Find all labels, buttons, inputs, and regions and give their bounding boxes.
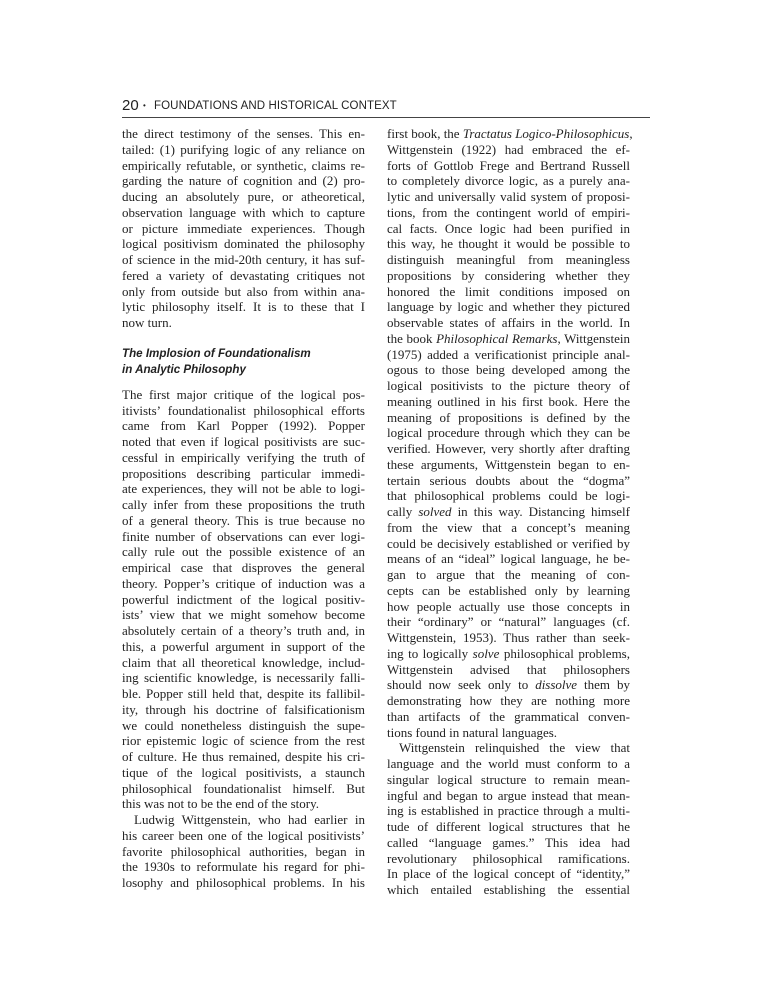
text-line: cally rule out the possible existence of an	[122, 544, 365, 560]
text-line: demonstrating how they are nothing more	[387, 693, 630, 708]
text-line: singular logical structure to remain mean-	[387, 771, 630, 787]
book-title: Philosophical Remarks	[436, 330, 558, 346]
text-line: ity, through his doctrine of falsificationism	[122, 701, 365, 717]
book-title: Tractatus Logico-Philosophicus	[462, 126, 630, 141]
text-line: cal facts. Once logic had been purified in	[387, 220, 630, 236]
text-line: cessful in empirically verifying the truth of	[122, 449, 365, 465]
text-line: empirically refutable, or synthetic, claims re-	[122, 157, 365, 173]
paragraph-2	[122, 387, 365, 812]
text-line: of culture. He thus remained, despite his cri-	[122, 749, 365, 764]
heading-line: in Analytic Philosophy	[122, 362, 246, 376]
text-line	[387, 504, 630, 520]
text-line: Wittgenstein, 1953). Thus rather than seek-	[387, 630, 630, 645]
text-line: revolutionary philosophical ramifications.	[387, 850, 630, 866]
paragraph-3	[122, 812, 365, 891]
text-line: distinguish meaningful from meaningless	[387, 252, 630, 267]
right-column	[387, 126, 633, 898]
text-line: observation language with which to capture	[122, 204, 365, 220]
text-segment: the book	[387, 330, 437, 346]
text-line: their “ordinary” or “natural” languages (cf.	[387, 614, 630, 630]
paragraph-1	[122, 126, 365, 331]
text-line	[387, 126, 633, 142]
text-line: we could nonetheless distinguish the supe-	[122, 717, 365, 733]
text-segment: in this way. Distancing himself	[451, 504, 631, 519]
text-line: In place of the logical concept of “identity,”	[387, 866, 630, 882]
text-line: observable states of affairs in the world. In	[387, 315, 630, 330]
text-line: ogous to those being developed among the	[387, 362, 630, 378]
text-line: tude of different logical structures that he	[387, 819, 630, 834]
text-line: how people actually use those concepts in	[387, 598, 630, 614]
text-line: from the view that a concept’s meaning	[387, 519, 630, 535]
text-line: tertain serious doubts about the “dogma”	[387, 472, 630, 488]
text-line: philosophical foundationalist himself. But	[122, 780, 365, 796]
text-line: (1975) added a verificationist principle anal-	[387, 346, 630, 362]
text-line: itivists’ foundationalist philosophical efforts	[122, 402, 365, 418]
text-line: garding the nature of cognition and (2) pro-	[122, 173, 365, 189]
text-line: Wittgenstein advised that philosophers	[387, 661, 630, 677]
text-line: this way, he thought it would be possible to	[387, 236, 630, 252]
text-line: ble. Popper still held that, despite its fallibil-	[122, 686, 365, 701]
text-line: lytic philosophy itself. It is to these that I	[122, 299, 365, 315]
text-segment: , Wittgenstein	[557, 330, 630, 346]
text-line	[387, 646, 630, 662]
text-line: noted that even if logical positivists are suc-	[122, 434, 365, 449]
paragraph-4	[387, 126, 633, 740]
text-line: claim that all theoretical knowledge, includ-	[122, 654, 365, 670]
text-line: losophy and philosophical problems. In his	[122, 875, 365, 890]
text-line: Wittgenstein relinquished the view that	[399, 740, 630, 756]
text-line: logical positivists to the picture theory of	[387, 378, 630, 393]
text-line: ing is established in practice through a multi-	[387, 803, 630, 819]
text-line	[387, 331, 630, 347]
text-line: his career been one of the logical positivists’	[122, 827, 365, 843]
text-line: came from Karl Popper (1992). Popper	[122, 418, 365, 434]
section-heading	[122, 346, 365, 377]
text-line: that philosophical problems could be logi-	[387, 488, 630, 504]
text-line: rior epistemic logic of science from the rest	[122, 733, 365, 749]
text-line: only from outside but also from within ana-	[122, 283, 365, 299]
text-line: meaning outlined in his first book. Here the	[387, 393, 630, 409]
text-line: favorite philosophical authorities, began in	[122, 843, 365, 859]
heading-line: The Implosion of Foundationalism	[122, 347, 311, 361]
text-line: or picture immediate experiences. Though	[122, 220, 365, 236]
text-line: could be decisively established or verified by	[387, 535, 630, 551]
text-line: the 1930s to reformulate his regard for phi-	[122, 859, 365, 875]
bullet-separator-icon: •	[143, 101, 146, 110]
text-line: language by logic and whether they pictured	[387, 299, 630, 315]
text-line: fered a variety of devastating critiques not	[122, 267, 365, 283]
text-line: of science in the mid-20th century, it has suf-	[122, 252, 365, 267]
text-line: gan to argue that the meaning of con-	[387, 567, 630, 582]
page-number: 20	[122, 97, 139, 114]
text-line: of a general theory. This is true because no	[122, 512, 365, 528]
text-line: ate experiences, they will not be able to logi-	[122, 481, 365, 497]
text-line: Ludwig Wittgenstein, who had earlier in	[134, 812, 365, 827]
text-segment: philosophical problems,	[499, 645, 630, 661]
emphasis: dissolve	[535, 677, 578, 693]
text-line: tions found in natural languages.	[387, 724, 558, 740]
text-line: tique of the logical positivists, a staunch	[122, 764, 365, 780]
text-line: to completely divorce logic, as a purely ana-	[387, 173, 630, 189]
text-line: empirical case that disproves the general	[122, 560, 365, 575]
text-line: logical procedure through which they can be	[387, 425, 630, 441]
text-line: this was not to be the end of the story.	[122, 796, 320, 812]
text-line	[387, 677, 630, 693]
left-column	[122, 126, 365, 891]
text-line: logical positivism dominated the philosophy	[122, 236, 365, 252]
text-line: means of an “ideal” logical language, he be-	[387, 551, 630, 567]
text-line: The first major critique of the logical pos-	[122, 386, 365, 402]
text-segment: ing to logically	[387, 645, 473, 661]
text-line: the direct testimony of the senses. This en-	[122, 126, 365, 141]
text-line: which entailed establishing the essential	[387, 882, 630, 897]
running-head	[122, 97, 650, 118]
text-line: propositions by considering whether they	[387, 267, 630, 283]
text-line: now turn.	[122, 315, 172, 330]
text-line: ingful and began to argue instead that mean-	[387, 787, 630, 803]
text-segment: cally	[387, 504, 419, 519]
text-line: propositions describing particular immedi-	[122, 465, 365, 481]
text-line: cepts can be established only by learning	[387, 582, 630, 598]
text-line: ducing an absolutely pure, or atheoretical,	[122, 189, 365, 204]
text-line: finite number of observations can ever logi-	[122, 528, 365, 544]
text-line: tailed: (1) purifying logic of any reliance on	[122, 141, 365, 157]
text-line: than artifacts of the grammatical conven-	[387, 708, 630, 724]
running-head-title: FOUNDATIONS AND HISTORICAL CONTEXT	[154, 100, 397, 112]
text-line: forts of Gottlob Frege and Bertrand Russell	[387, 157, 630, 173]
text-segment: should now seek only to	[387, 677, 536, 693]
text-line: powerful indictment of the logical positiv-	[122, 591, 365, 607]
text-line: cally infer from these propositions the truth	[122, 497, 365, 512]
text-line: honored the limit conditions imposed on	[387, 283, 630, 299]
text-line: called “language games.” This idea had	[387, 834, 630, 850]
emphasis: solved	[418, 504, 452, 519]
text-line: language and the world must conform to a	[387, 756, 630, 771]
text-line: absolutely certain of a theory’s truth and, in	[122, 623, 365, 638]
text-line: verified. However, very shortly after drafting	[387, 441, 630, 456]
emphasis: solve	[472, 645, 500, 661]
text-line: meaning of propositions is defined by the	[387, 409, 630, 425]
paragraph-5	[387, 740, 630, 898]
text-line: these arguments, Wittgenstein began to en-	[387, 456, 630, 472]
text-segment: ,	[629, 126, 633, 141]
text-line: Wittgenstein (1922) had embraced the ef-	[387, 141, 630, 157]
text-line: tions, from the contingent world of empiri-	[387, 204, 630, 220]
text-line: theory. Popper’s critique of induction was a	[122, 575, 365, 591]
text-segment: them by	[577, 677, 630, 693]
text-line: this, a powerful argument in support of the	[122, 638, 365, 654]
text-line: lytic and universally valid system of proposi-	[387, 189, 630, 204]
text-segment: first book, the	[387, 126, 463, 141]
text-line: ing scientific knowledge, is necessarily falli-	[122, 670, 365, 686]
text-line: ists’ view that we might somehow become	[122, 607, 365, 623]
